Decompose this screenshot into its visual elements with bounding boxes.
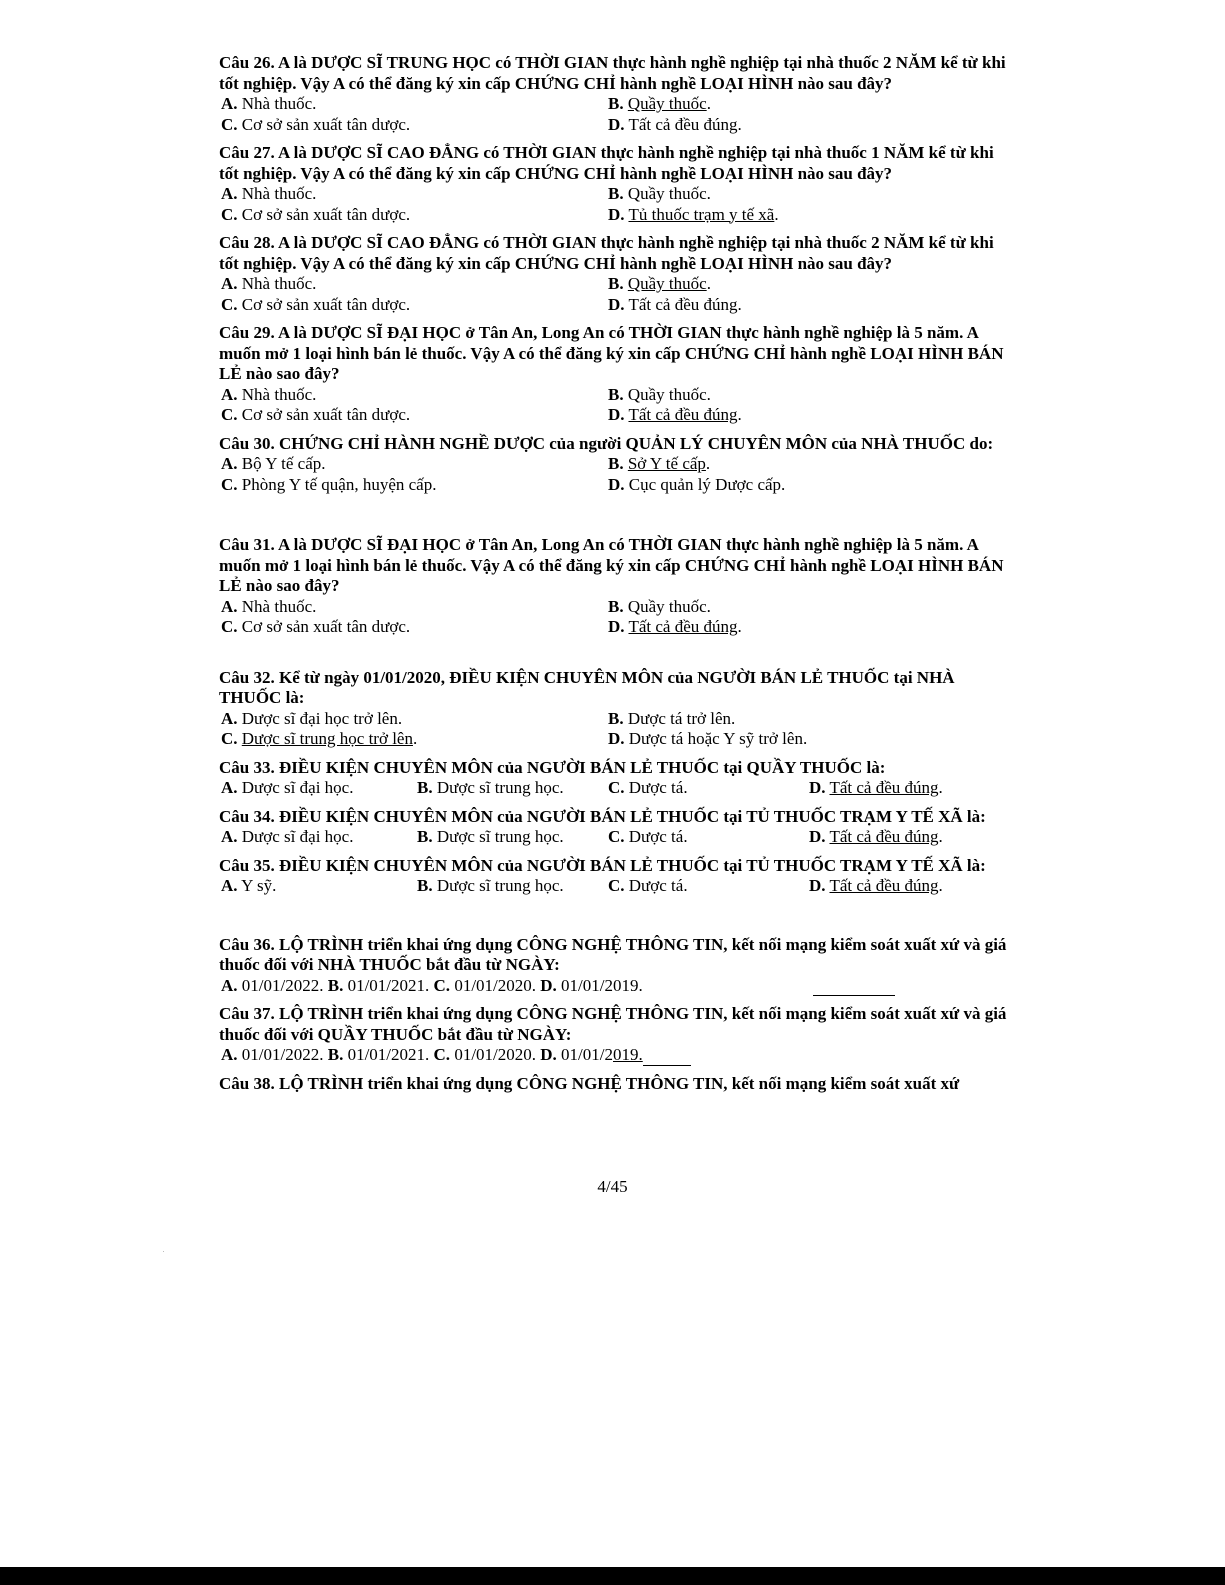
question-text <box>219 323 1009 385</box>
option-text: Tất cả đều đúng. <box>628 114 742 134</box>
option-label: A. <box>221 876 238 895</box>
option-a <box>219 184 606 205</box>
option-suffix: . <box>938 778 943 797</box>
option-label: D. <box>608 617 625 636</box>
option-text-answer: Tủ thuốc trạm y tế xã <box>628 204 775 224</box>
question-number: Câu 38. <box>219 1073 275 1093</box>
question-body: A là DƯỢC SĨ CAO ĐẲNG có THỜI GIAN thực hành nghề nghiệp tại nhà thuốc 1 NĂM kể từ khi tốt nghiệp. Vậy A có thể đăng ký xin cấp CHỨNG CHỈ hành nghề LOẠI HÌNH nào sau đây? <box>219 143 994 183</box>
option-text-underlined: 019. <box>613 1045 643 1064</box>
option-label: C. <box>221 474 238 494</box>
option-suffix: . <box>706 94 711 113</box>
document-page <box>219 53 1009 1102</box>
option-text: Cơ sở sản xuất tân dược. <box>241 617 411 636</box>
question-36 <box>219 935 1009 997</box>
question-number: Câu 26. <box>219 53 275 72</box>
option-text: Quầy thuốc. <box>627 596 711 616</box>
option-label: A. <box>221 708 238 728</box>
option-label: A. <box>221 975 238 995</box>
option-text: 01/01/2021. <box>347 975 430 995</box>
option-text: Cục quản lý Dược cấp. <box>628 474 786 494</box>
option-a <box>219 454 606 475</box>
option-text: Dược sĩ trung học. <box>436 778 564 797</box>
option-text: Nhà thuốc. <box>241 384 317 404</box>
option-text: Bộ Y tế cấp. <box>241 454 326 473</box>
option-suffix: . <box>706 274 711 293</box>
option-label: B. <box>608 454 624 473</box>
option-suffix: . <box>412 729 418 748</box>
option-d <box>606 475 1009 496</box>
option-label: C. <box>608 778 625 797</box>
option-label: B. <box>327 1045 344 1064</box>
question-number: Câu 28. <box>219 233 275 252</box>
option-text: Nhà thuốc. <box>241 274 317 293</box>
option-text: Cơ sở sản xuất tân dược. <box>241 114 411 134</box>
option-label: A. <box>221 384 238 404</box>
option-label: A. <box>221 778 238 797</box>
option-d <box>606 205 1009 226</box>
option-b <box>606 385 1009 406</box>
question-text <box>219 53 1009 94</box>
option-label: C. <box>221 114 238 134</box>
question-text <box>219 535 1009 597</box>
question-number: Câu 33. <box>219 757 275 777</box>
option-text-answer: Tất cả đều đúng <box>829 876 939 895</box>
option-text: Cơ sở sản xuất tân dược. <box>241 405 411 424</box>
question-32 <box>219 668 1009 750</box>
option-d <box>606 617 1009 638</box>
option-label: D. <box>809 876 826 895</box>
option-text: 01/01/2 <box>561 1045 613 1064</box>
question-number: Câu 32. <box>219 667 275 687</box>
option-text-answer: Tất cả đều đúng <box>628 617 738 636</box>
question-text <box>219 143 1009 184</box>
option-text: Dược tá trở lên. <box>627 708 736 728</box>
option-label: C. <box>433 1045 451 1064</box>
option-a <box>219 385 606 406</box>
option-text: Nhà thuốc. <box>241 94 317 113</box>
option-label: D. <box>608 114 625 134</box>
option-label: B. <box>608 596 624 616</box>
option-label: B. <box>608 384 624 404</box>
option-b <box>415 876 564 897</box>
option-text-answer: Sở Y tế cấp <box>627 454 706 473</box>
question-body: ĐIỀU KIỆN CHUYÊN MÔN của NGƯỜI BÁN LẺ THUỐC tại QUẦY THUỐC là: <box>274 757 886 777</box>
option-c <box>219 475 606 496</box>
option-text: Dược sĩ trung học. <box>436 876 564 895</box>
question-29 <box>219 323 1009 426</box>
question-26 <box>219 53 1009 135</box>
option-label: D. <box>608 204 625 224</box>
question-38 <box>219 1074 1009 1095</box>
option-text: Phòng Y tế quận, huyện cấp. <box>241 474 437 494</box>
option-c <box>219 205 606 226</box>
question-body: A là DƯỢC SĨ ĐẠI HỌC ở Tân An, Long An có THỜI GIAN thực hành nghề nghiệp là 5 năm. A muốn mở 1 loại hình bán lẻ thuốc. Vậy A có thể đăng ký xin cấp CHỨNG CHỈ hành nghề LOẠI HÌNH BÁN LẺ nào sao đây? <box>219 323 1004 383</box>
option-text: Dược sĩ đại học. <box>241 827 354 846</box>
option-label: A. <box>221 274 238 293</box>
option-b <box>415 827 564 848</box>
question-body: LỘ TRÌNH triển khai ứng dụng CÔNG NGHỆ THÔNG TIN, kết nối mạng kiểm soát xuất xứ <box>274 1073 960 1093</box>
question-number: Câu 36. <box>219 934 275 954</box>
question-body: A là DƯỢC SĨ CAO ĐẲNG có THỜI GIAN thực hành nghề nghiệp tại nhà thuốc 2 NĂM kể từ khi tốt nghiệp. Vậy A có thể đăng ký xin cấp CHỨNG CHỈ hành nghề LOẠI HÌNH nào sau đây? <box>219 233 994 273</box>
question-30 <box>219 434 1009 496</box>
option-suffix: . <box>774 204 779 224</box>
options-inline <box>219 976 1009 997</box>
answer-blank-line <box>813 979 895 996</box>
option-label: C. <box>608 876 625 895</box>
option-label: B. <box>608 94 624 113</box>
option-a <box>219 274 606 295</box>
option-text: Tất cả đều đúng. <box>628 294 742 314</box>
question-number: Câu 37. <box>219 1004 275 1023</box>
option-text: 01/01/2020. <box>454 1045 537 1064</box>
option-text: Dược tá. <box>628 876 688 895</box>
question-text <box>219 434 1009 455</box>
question-text <box>219 935 1009 976</box>
option-text: Dược tá. <box>628 778 688 797</box>
option-label: C. <box>221 405 238 424</box>
question-body: ĐIỀU KIỆN CHUYÊN MÔN của NGƯỜI BÁN LẺ THUỐC tại TỦ THUỐC TRẠM Y TẾ XÃ là: <box>274 806 986 826</box>
option-c <box>219 729 606 750</box>
option-label: D. <box>540 975 557 995</box>
option-text: Dược sĩ đại học trở lên. <box>241 708 403 728</box>
option-label: B. <box>417 778 433 797</box>
question-text <box>219 668 1009 709</box>
option-text: 01/01/2022. <box>241 1045 324 1064</box>
option-a <box>219 876 276 897</box>
question-number: Câu 31. <box>219 535 275 554</box>
question-text <box>219 807 1009 828</box>
question-number: Câu 35. <box>219 855 275 875</box>
option-b <box>606 597 1009 618</box>
option-label: B. <box>417 827 433 846</box>
option-label: C. <box>221 204 238 224</box>
question-37 <box>219 1004 1009 1066</box>
option-b <box>415 778 564 799</box>
option-text: Quầy thuốc. <box>627 384 711 404</box>
answer-blank-line <box>643 1049 691 1066</box>
option-label: D. <box>809 827 826 846</box>
question-text <box>219 1074 1009 1095</box>
option-text: Cơ sở sản xuất tân dược. <box>241 294 411 314</box>
option-label: A. <box>221 1045 238 1064</box>
question-number: Câu 34. <box>219 806 275 826</box>
option-d <box>807 876 943 897</box>
option-suffix: . <box>705 454 711 473</box>
option-label: D. <box>608 294 625 314</box>
option-suffix: . <box>938 827 943 846</box>
option-text: Dược sĩ trung học. <box>436 827 564 846</box>
question-body: CHỨNG CHỈ HÀNH NGHỀ DƯỢC của người QUẢN LÝ CHUYÊN MÔN của NHÀ THUỐC do: <box>274 433 994 453</box>
question-33 <box>219 758 1009 799</box>
option-a <box>219 94 606 115</box>
option-suffix: . <box>737 617 742 636</box>
option-c <box>606 778 688 799</box>
option-label: B. <box>608 184 624 203</box>
option-label: D. <box>608 405 625 424</box>
option-label: B. <box>417 876 433 895</box>
option-a <box>219 778 353 799</box>
option-label: A. <box>221 827 238 846</box>
option-label: D. <box>809 778 826 797</box>
option-d <box>807 827 943 848</box>
option-label: D. <box>608 729 625 748</box>
option-text-answer: Quầy thuốc <box>627 274 707 293</box>
option-label: C. <box>433 975 451 995</box>
option-text-answer: Tất cả đều đúng <box>829 778 939 797</box>
bottom-edge-bar <box>0 1567 1225 1585</box>
question-body: A là DƯỢC SĨ TRUNG HỌC có THỜI GIAN thực hành nghề nghiệp tại nhà thuốc 2 NĂM kể từ khi tốt nghiệp. Vậy A có thể đăng ký xin cấp CHỨNG CHỈ hành nghề LOẠI HÌNH nào sau đây? <box>219 53 1006 93</box>
option-text: 01/01/2021. <box>347 1045 430 1064</box>
option-d <box>606 405 1009 426</box>
option-text: Dược tá. <box>628 827 688 846</box>
question-body: A là DƯỢC SĨ ĐẠI HỌC ở Tân An, Long An có THỜI GIAN thực hành nghề nghiệp là 5 năm. A muốn mở 1 loại hình bán lẻ thuốc. Vậy A có thể đăng ký xin cấp CHỨNG CHỈ hành nghề LOẠI HÌNH BÁN LẺ nào sao đây? <box>219 535 1004 595</box>
question-27 <box>219 143 1009 225</box>
option-d <box>807 778 943 799</box>
option-c <box>219 405 606 426</box>
question-35 <box>219 856 1009 897</box>
option-label: D. <box>608 474 625 494</box>
option-suffix: . <box>737 405 742 424</box>
option-label: A. <box>221 94 238 113</box>
option-text: Y sỹ. <box>241 876 277 895</box>
question-number: Câu 27. <box>219 143 275 162</box>
option-label: D. <box>540 1045 557 1064</box>
option-b <box>606 184 1009 205</box>
option-text: Nhà thuốc. <box>241 184 317 203</box>
option-b <box>606 709 1009 730</box>
option-c <box>219 295 606 316</box>
option-d <box>606 295 1009 316</box>
question-body: LỘ TRÌNH triển khai ứng dụng CÔNG NGHỆ THÔNG TIN, kết nối mạng kiểm soát xuất xứ và giá thuốc đối với NHÀ THUỐC bắt đầu từ NGÀY: <box>219 934 1007 974</box>
option-a <box>219 709 606 730</box>
option-text: 01/01/2022. <box>241 975 324 995</box>
question-text <box>219 856 1009 877</box>
option-a <box>219 597 606 618</box>
option-text-answer: Tất cả đều đúng <box>829 827 939 846</box>
option-label: C. <box>221 729 238 748</box>
option-d <box>606 115 1009 136</box>
option-text-answer: Quầy thuốc <box>627 94 707 113</box>
options-inline <box>219 1045 1009 1066</box>
page-number: 4/45 <box>597 1177 628 1196</box>
option-suffix: . <box>938 876 943 895</box>
option-label: A. <box>221 596 238 616</box>
question-body: LỘ TRÌNH triển khai ứng dụng CÔNG NGHỆ THÔNG TIN, kết nối mạng kiểm soát xuất xứ và giá thuốc đối với QUẦY THUỐC bắt đầu từ NGÀY: <box>219 1004 1007 1044</box>
question-31 <box>219 535 1009 638</box>
scan-speck <box>163 1251 164 1252</box>
option-label: B. <box>608 708 624 728</box>
option-text-answer: Tất cả đều đúng <box>628 405 738 424</box>
option-text: Quầy thuốc. <box>627 184 711 203</box>
option-c <box>606 876 688 897</box>
option-label: C. <box>608 827 625 846</box>
option-label: B. <box>608 274 624 293</box>
question-34 <box>219 807 1009 848</box>
question-28 <box>219 233 1009 315</box>
option-text: Dược sĩ đại học. <box>241 778 354 797</box>
option-text: Dược tá hoặc Y sỹ trở lên. <box>628 729 808 748</box>
option-b <box>606 94 1009 115</box>
question-number: Câu 29. <box>219 323 275 342</box>
option-text: 01/01/2019. <box>561 975 643 995</box>
option-label: B. <box>327 975 344 995</box>
option-d <box>606 729 1009 750</box>
question-text <box>219 233 1009 274</box>
question-number: Câu 30. <box>219 433 275 453</box>
question-body: Kể từ ngày 01/01/2020, ĐIỀU KIỆN CHUYÊN MÔN của NGƯỜI BÁN LẺ THUỐC tại NHÀ THUỐC là: <box>219 667 955 707</box>
option-label: A. <box>221 184 238 203</box>
question-text <box>219 1004 1009 1045</box>
option-label: C. <box>221 294 238 314</box>
option-text: Cơ sở sản xuất tân dược. <box>241 204 411 224</box>
option-text: 01/01/2020. <box>454 975 537 995</box>
option-c <box>606 827 688 848</box>
question-body: ĐIỀU KIỆN CHUYÊN MÔN của NGƯỜI BÁN LẺ THUỐC tại TỦ THUỐC TRẠM Y TẾ XÃ là: <box>274 855 986 875</box>
option-b <box>606 274 1009 295</box>
option-label: C. <box>221 617 238 636</box>
option-a <box>219 827 353 848</box>
option-label: A. <box>221 454 238 473</box>
option-b <box>606 454 1009 475</box>
option-text: Nhà thuốc. <box>241 596 317 616</box>
option-text-answer: Dược sĩ trung học trở lên <box>241 729 413 748</box>
question-text <box>219 758 1009 779</box>
option-c <box>219 115 606 136</box>
option-c <box>219 617 606 638</box>
